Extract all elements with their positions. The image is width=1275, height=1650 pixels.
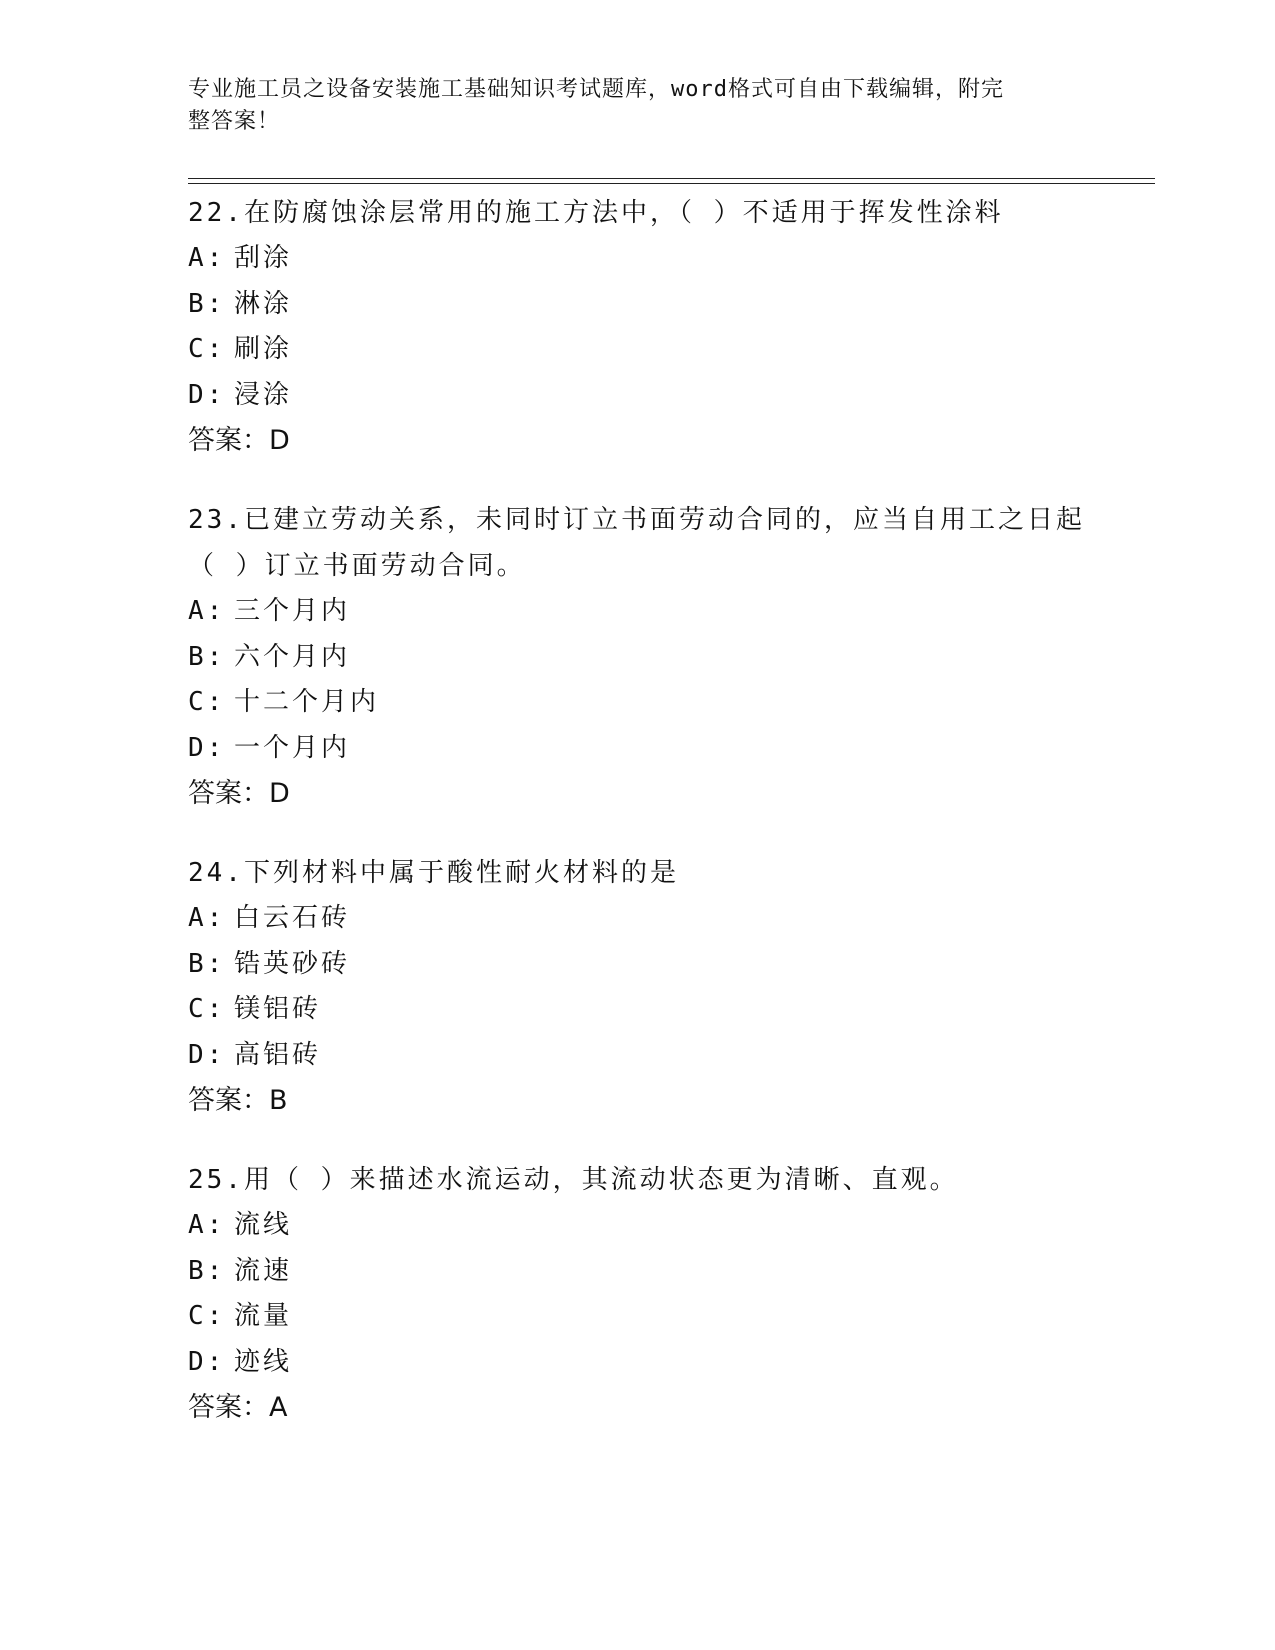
- header-divider-top: [188, 178, 1155, 179]
- option-b: [188, 282, 1088, 328]
- option-text: 流量: [234, 1301, 293, 1331]
- question-stem: 25.用（ ）来描述水流运动，其流动状态更为清晰、直观。: [188, 1165, 959, 1195]
- header-title-line-2: 整答案！: [188, 109, 281, 134]
- option-c: [188, 327, 1088, 373]
- question-stem: 22.在防腐蚀涂层常用的施工方法中，（ ）不适用于挥发性涂料: [188, 198, 1004, 228]
- option-letter: A:: [188, 903, 226, 933]
- answer-line: 答案：D: [188, 425, 290, 456]
- option-letter: B:: [188, 288, 226, 319]
- option-b: [188, 635, 1088, 681]
- option-text: 流线: [234, 1210, 293, 1240]
- question-23: [188, 497, 1088, 817]
- option-d: [188, 1340, 1088, 1386]
- option-text: 流速: [234, 1255, 293, 1286]
- option-text: 锆英砂砖: [234, 948, 351, 979]
- option-letter: B:: [188, 641, 226, 672]
- option-a: [188, 236, 1088, 282]
- option-d: [188, 726, 1088, 772]
- option-letter: A:: [188, 596, 226, 626]
- option-a: [188, 896, 1088, 942]
- answer-line: 答案：D: [188, 778, 290, 809]
- option-letter: C:: [188, 687, 226, 717]
- option-text: 一个月内: [234, 732, 351, 763]
- option-letter: C:: [188, 994, 226, 1024]
- option-a: [188, 589, 1088, 635]
- option-text: 刮涂: [234, 243, 293, 273]
- option-b: [188, 942, 1088, 988]
- option-letter: A:: [188, 243, 226, 273]
- option-letter: D:: [188, 379, 226, 410]
- question-list: [188, 190, 1088, 1464]
- option-letter: D:: [188, 1346, 226, 1377]
- header-title-line-1: 专业施工员之设备安装施工基础知识考试题库，word格式可自由下载编辑，附完: [188, 77, 1004, 102]
- option-text: 十二个月内: [234, 687, 380, 717]
- option-text: 浸涂: [234, 379, 293, 410]
- option-letter: D:: [188, 732, 226, 763]
- option-text: 刷涂: [234, 334, 293, 364]
- option-text: 镁铝砖: [234, 994, 322, 1024]
- question-stem: 24.下列材料中属于酸性耐火材料的是: [188, 858, 679, 888]
- option-text: 六个月内: [234, 641, 351, 672]
- answer-line: 答案：A: [188, 1392, 288, 1423]
- document-header: [188, 74, 1068, 138]
- option-a: [188, 1203, 1088, 1249]
- option-b: [188, 1249, 1088, 1295]
- option-text: 迹线: [234, 1346, 293, 1377]
- question-24: [188, 850, 1088, 1124]
- question-stem-continuation: （ ）订立书面劳动合同。: [188, 551, 526, 581]
- header-divider-bottom: [188, 183, 1155, 184]
- option-text: 白云石砖: [234, 903, 351, 933]
- option-letter: C:: [188, 1301, 226, 1331]
- question-stem: 23.已建立劳动关系，未同时订立书面劳动合同的，应当自用工之日起: [188, 505, 1085, 535]
- question-25: [188, 1157, 1088, 1431]
- option-letter: A:: [188, 1210, 226, 1240]
- question-22: [188, 190, 1088, 464]
- option-letter: C:: [188, 334, 226, 364]
- option-letter: B:: [188, 948, 226, 979]
- answer-line: 答案：B: [188, 1085, 288, 1116]
- option-c: [188, 1294, 1088, 1340]
- option-text: 三个月内: [234, 596, 351, 626]
- option-text: 高铝砖: [234, 1039, 322, 1070]
- option-text: 淋涂: [234, 288, 293, 319]
- option-letter: B:: [188, 1255, 226, 1286]
- option-c: [188, 987, 1088, 1033]
- option-letter: D:: [188, 1039, 226, 1070]
- option-d: [188, 373, 1088, 419]
- option-c: [188, 680, 1088, 726]
- option-d: [188, 1033, 1088, 1079]
